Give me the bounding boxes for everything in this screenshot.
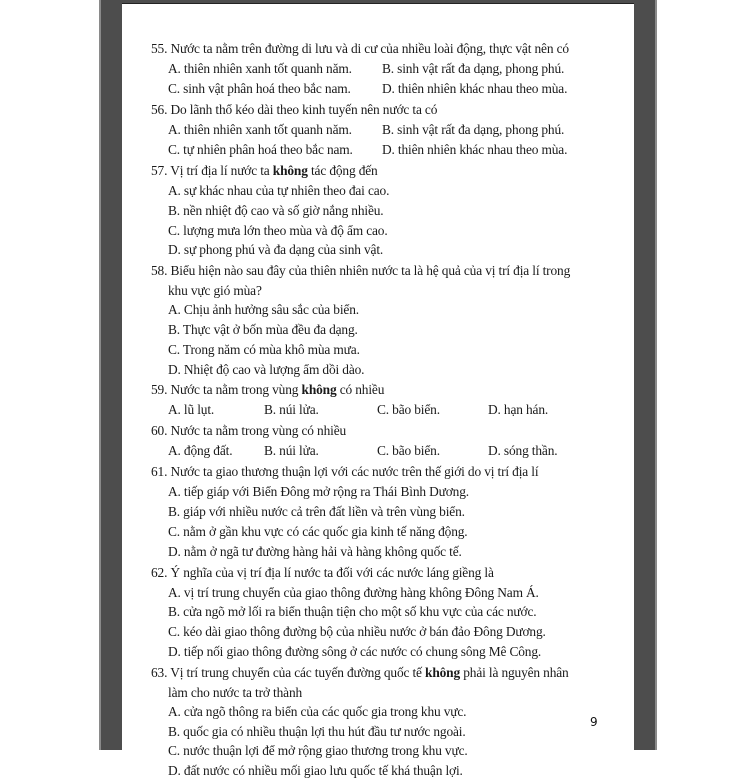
option-a: A. sự khác nhau của tự nhiên theo đai cao. — [168, 183, 390, 198]
options-row — [151, 120, 621, 140]
option-c: C. lượng mưa lớn theo mùa và độ ẩm cao. — [168, 222, 388, 238]
page-number: 9 — [590, 715, 598, 729]
question-stem: 56. Do lãnh thổ kéo dài theo kinh tuyến nên nước ta có — [151, 102, 438, 117]
frame-edge-left — [99, 0, 101, 750]
question-61 — [151, 461, 621, 561]
option-c: C. bão biển. — [377, 402, 440, 418]
option-d: D. Nhiệt độ cao và lượng ẩm dồi dào. — [168, 361, 365, 377]
options-row — [151, 79, 621, 99]
option-b: B. núi lửa. — [264, 402, 319, 418]
question-stem: 59. Nước ta nằm trong vùng không có nhiều — [151, 382, 385, 398]
question-59 — [151, 379, 621, 420]
question-stem-continuation: làm cho nước ta trở thành — [168, 684, 303, 700]
question-55 — [151, 38, 621, 99]
question-stem-continuation: khu vực gió mùa? — [168, 283, 262, 299]
question-63 — [151, 662, 621, 781]
options-row — [151, 441, 621, 461]
option-b: B. sinh vật rất đa dạng, phong phú. — [382, 61, 565, 76]
options-row — [151, 400, 621, 420]
option-c: C. nằm ở gần khu vực có các quốc gia kinh tế năng động. — [168, 523, 468, 539]
options-row — [151, 140, 621, 160]
option-a: A. tiếp giáp với Biển Đông mở rộng ra Thái Bình Dương. — [168, 484, 469, 500]
question-stem: 55. Nước ta nằm trên đường di lưu và di cư của nhiều loài động, thực vật nên có — [151, 41, 569, 56]
option-d: D. tiếp nối giao thông đường sông ở các nước có chung sông Mê Công. — [168, 643, 542, 659]
question-stem: 60. Nước ta nằm trong vùng có nhiều — [151, 423, 347, 439]
option-a: A. lũ lụt. — [168, 402, 215, 418]
option-d: D. nằm ở ngã tư đường hàng hải và hàng không quốc tế. — [168, 543, 462, 559]
frame-edge-right — [655, 0, 657, 750]
question-60 — [151, 420, 621, 461]
question-58 — [151, 260, 621, 379]
option-b: B. quốc gia có nhiều thuận lợi thu hút đầu tư nước ngoài. — [168, 723, 466, 739]
option-b: B. Thực vật ở bốn mùa đều đa dạng. — [168, 321, 358, 337]
option-c: C. Trong năm có mùa khô mùa mưa. — [168, 341, 360, 357]
option-b: B. nền nhiệt độ cao và số giờ nắng nhiều. — [168, 202, 384, 218]
question-62 — [151, 562, 621, 662]
option-d: D. sự phong phú và đa dạng của sinh vật. — [168, 242, 384, 258]
question-56 — [151, 99, 621, 160]
option-a: A. cửa ngõ thông ra biển của các quốc gia trong khu vực. — [168, 703, 467, 719]
option-c: C. tự nhiên phân hoá theo bắc nam. — [168, 142, 353, 157]
question-stem: 57. Vị trí địa lí nước ta không tác động đến — [151, 163, 378, 178]
option-b: B. núi lửa. — [264, 443, 319, 459]
emphasis-keyword: không — [425, 664, 461, 680]
option-b: B. sinh vật rất đa dạng, phong phú. — [382, 122, 565, 137]
option-d: D. đất nước có nhiều mối giao lưu quốc tế khá thuận lợi. — [168, 763, 463, 779]
emphasis-keyword: không — [272, 163, 308, 178]
question-57 — [151, 160, 621, 260]
option-b: B. giáp với nhiều nước cả trên đất liền và trên vùng biển. — [168, 504, 465, 520]
options-row — [151, 59, 621, 79]
question-stem: 61. Nước ta giao thương thuận lợi với các nước trên thế giới do vị trí địa lí — [151, 464, 539, 480]
question-list — [151, 38, 621, 781]
option-d: D. sóng thần. — [488, 443, 558, 459]
question-stem: 63. Vị trí trung chuyển của các tuyến đường quốc tế không phải là nguyên nhân — [151, 664, 569, 680]
option-a: A. vị trí trung chuyển của giao thông đường hàng không Đông Nam Á. — [168, 584, 539, 600]
question-stem: 58. Biểu hiện nào sau đây của thiên nhiên nước ta là hệ quả của vị trí địa lí trong — [151, 263, 571, 279]
option-a: A. thiên nhiên xanh tốt quanh năm. — [168, 122, 352, 137]
option-d: D. thiên nhiên khác nhau theo mùa. — [382, 81, 568, 96]
question-stem: 62. Ý nghĩa của vị trí địa lí nước ta đối với các nước láng giềng là — [151, 564, 494, 580]
option-d: D. hạn hán. — [488, 402, 549, 418]
option-a: A. động đất. — [168, 443, 233, 459]
option-a: A. thiên nhiên xanh tốt quanh năm. — [168, 61, 352, 76]
option-a: A. Chịu ảnh hưởng sâu sắc của biển. — [168, 302, 359, 318]
document-page — [122, 3, 634, 779]
option-c: C. bão biển. — [377, 443, 440, 459]
option-d: D. thiên nhiên khác nhau theo mùa. — [382, 142, 568, 157]
option-c: C. nước thuận lợi để mở rộng giao thương trong khu vực. — [168, 743, 468, 759]
option-c: C. kéo dài giao thông đường bộ của nhiều nước ở bán đảo Đông Dương. — [168, 624, 546, 640]
emphasis-keyword: không — [301, 382, 337, 398]
option-b: B. cửa ngõ mở lối ra biển thuận tiện cho một số khu vực của các nước. — [168, 604, 537, 620]
option-c: C. sinh vật phân hoá theo bắc nam. — [168, 81, 351, 96]
